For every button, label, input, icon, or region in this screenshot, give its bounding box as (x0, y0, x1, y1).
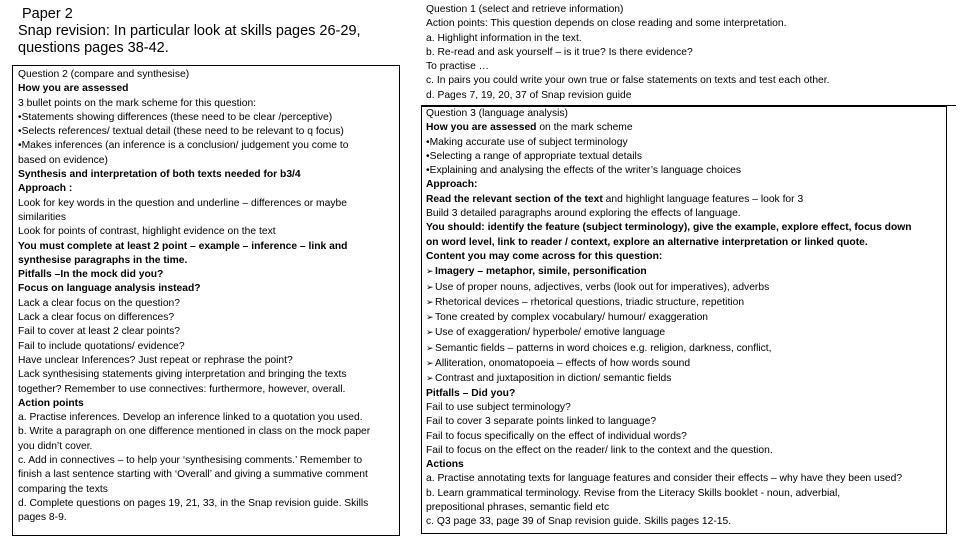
q3-line (426, 501, 912, 515)
line-text: prepositional phrases, semantic field etc (426, 502, 610, 514)
q2-line (18, 468, 370, 482)
q2-line (18, 254, 370, 268)
line-text: Synthesis and interpretation of both texts needed for b3/4 (18, 169, 301, 181)
question-2-text (18, 68, 370, 526)
line-text: Look for points of contrast, highlight evidence on the text (18, 226, 276, 238)
title-line-2: Snap revision: In particular look at skills pages 26-29, (18, 23, 361, 39)
line-text: Fail to include quotations/ evidence? (18, 340, 185, 352)
question-3-text (426, 107, 912, 530)
line-text: Pitfalls – Did you? (426, 387, 516, 399)
q3-line (426, 295, 912, 310)
q3-line (426, 150, 912, 164)
line-text: Question 1 (select and retrieve information) (426, 4, 624, 15)
q2-line (18, 497, 370, 511)
arrow-bullet-icon: ➢ (426, 296, 434, 307)
q2-line (18, 154, 370, 168)
line-text: Question 2 (compare and synthesise) (18, 69, 190, 80)
q3-line (426, 121, 912, 135)
q3-line (426, 387, 912, 401)
q2-line (18, 368, 370, 382)
line-text: a. Highlight information in the text. (426, 32, 582, 44)
arrow-bullet-icon: ➢ (426, 373, 434, 384)
line-text: Use of proper nouns, adjectives, verbs (look out for imperatives), adverbs (435, 281, 770, 293)
q2-line (18, 411, 370, 425)
line-text: a. Practise inferences. Develop an inference linked to a quotation you used. (18, 412, 363, 424)
q3-line (426, 178, 912, 192)
line-text: c. In pairs you could write your own true or false statements on texts and test each other. (426, 75, 830, 87)
q2-line (18, 240, 370, 254)
q2-line (18, 182, 370, 196)
line-text: Use of exaggeration/ hyperbole/ emotive language (435, 327, 666, 339)
q1-line (426, 17, 830, 31)
q3-line (426, 341, 912, 356)
q3-line (426, 487, 912, 501)
page-title (18, 6, 398, 57)
line-text: Action points (18, 397, 84, 409)
q2-line (18, 297, 370, 311)
q2-line (18, 454, 370, 468)
line-text: You should: identify the feature (subject terminology), give the example, explore effect, focus down (426, 222, 912, 234)
line-text: c. Q3 page 33, page 39 of Snap revision guide. Skills pages 12-15. (426, 516, 732, 528)
line-text: you didn’t cover. (18, 440, 93, 452)
line-text: c. Add in connectives – to help your ‘synthesising comments.’ Remember to (18, 455, 363, 467)
line-text: Fail to use subject terminology? (426, 401, 571, 413)
line-text: 3 bullet points on the mark scheme for this question: (18, 97, 257, 109)
q2-line (18, 82, 370, 96)
arrow-bullet-icon: ➢ (426, 281, 434, 292)
q2-line (18, 97, 370, 111)
line-text: •Makes inferences (an inference is a conclusion/ judgement you come to (18, 140, 349, 152)
q2-line (18, 168, 370, 182)
arrow-bullet-icon: ➢ (426, 266, 434, 277)
line-text: Semantic fields – patterns in word choices e.g. religion, darkness, conflict, (435, 342, 772, 354)
line-text: Question 3 (language analysis) (426, 108, 568, 119)
q3-line (426, 250, 912, 264)
q1-line (426, 32, 830, 46)
line-text: Alliteration, onomatopoeia – effects of how words sound (435, 358, 691, 370)
q2-line (18, 425, 370, 439)
line-text: on word level, link to reader / context, explore an alternative interpretation or linked quote. (426, 236, 868, 248)
line-text: Fail to focus on the effect on the reader/ link to the context and the question. (426, 444, 773, 456)
q3-line (426, 325, 912, 340)
line-text: b. Re-read and ask yourself – is it true? Is there evidence? (426, 46, 693, 58)
arrow-bullet-icon: ➢ (426, 312, 434, 323)
q3-line (426, 207, 912, 221)
q3-line (426, 164, 912, 178)
q2-line (18, 139, 370, 153)
line-text: based on evidence) (18, 154, 108, 166)
line-text: Approach : (18, 183, 73, 195)
line-text: You must complete at least 2 point – example – inference – link and (18, 240, 348, 252)
line-text: How you are assessed on the mark scheme (426, 122, 633, 134)
line-text: d. Pages 7, 19, 20, 37 of Snap revision guide (426, 89, 632, 101)
line-text: Lack a clear focus on differences? (18, 312, 175, 324)
q3-line (426, 430, 912, 444)
q3-line (426, 236, 912, 250)
q2-line (18, 354, 370, 368)
q2-line (18, 483, 370, 497)
line-text: Action points: This question depends on close reading and some interpretation. (426, 18, 787, 30)
line-text: Tone created by complex vocabulary/ humour/ exaggeration (435, 312, 709, 324)
q2-line (18, 282, 370, 296)
line-text: •Statements showing differences (these need to be clear /perceptive) (18, 111, 333, 123)
line-text: b. Learn grammatical terminology. Revise from the Literacy Skills booklet - noun, adverbial, (426, 487, 841, 499)
line-text: Have unclear Inferences? Just repeat or rephrase the point? (18, 354, 293, 366)
q2-line (18, 197, 370, 211)
line-text: Fail to cover 3 separate points linked to language? (426, 416, 657, 428)
q1-line (426, 74, 830, 88)
line-text: To practise … (426, 61, 489, 73)
arrow-bullet-icon: ➢ (426, 358, 434, 369)
line-text: b. Write a paragraph on one difference mentioned in class on the mock paper (18, 426, 371, 438)
q2-line (18, 340, 370, 354)
line-text: pages 8-9. (18, 512, 67, 524)
q2-line (18, 268, 370, 282)
line-text: Focus on language analysis instead? (18, 283, 201, 295)
q2-line (18, 225, 370, 239)
q2-line (18, 111, 370, 125)
q2-line (18, 397, 370, 411)
title-line-1: Paper 2 (22, 6, 73, 22)
line-text: Imagery – metaphor, simile, personification (435, 266, 647, 278)
line-text: Pitfalls –In the mock did you? (18, 269, 164, 281)
line-text: Read the relevant section of the text and highlight language features – look for 3 (426, 193, 804, 205)
q2-line (18, 311, 370, 325)
q3-line (426, 401, 912, 415)
line-text: How you are assessed (18, 83, 129, 95)
question-3-box (421, 106, 947, 534)
line-text: Build 3 detailed paragraphs around exploring the effects of language. (426, 208, 741, 220)
q3-line (426, 193, 912, 207)
question-2-box (12, 65, 400, 536)
q2-line (18, 125, 370, 139)
q3-line (426, 371, 912, 386)
arrow-bullet-icon: ➢ (426, 342, 434, 353)
line-text: a. Practise annotating texts for language features and consider their effects – why have they been used? (426, 473, 903, 485)
line-text: together? Remember to use connectives: furthermore, however, overall. (18, 383, 346, 395)
title-line-3: questions pages 38-42. (18, 40, 169, 56)
question-1-text (426, 3, 830, 103)
line-text: Actions (426, 459, 464, 471)
line-text: •Selecting a range of appropriate textual details (426, 150, 642, 162)
q3-line (426, 264, 912, 279)
q1-line (426, 89, 830, 103)
line-text: Rhetorical devices – rhetorical questions, triadic structure, repetition (435, 296, 745, 308)
q3-line (426, 356, 912, 371)
q3-line (426, 472, 912, 486)
q3-line (426, 280, 912, 295)
line-text: synthesise paragraphs in the time. (18, 254, 188, 266)
line-text: Lack synthesising statements giving interpretation and bringing the texts (18, 369, 347, 381)
q1-line (426, 3, 830, 17)
line-text: finish a last sentence starting with ‘Overall’ and giving a summative comment (18, 469, 368, 481)
q1-line (426, 60, 830, 74)
q2-line (18, 211, 370, 225)
q3-line (426, 415, 912, 429)
line-text: •Explaining and analysing the effects of the writer’s language choices (426, 165, 742, 177)
line-text: Approach: (426, 179, 478, 191)
q3-line (426, 136, 912, 150)
line-text: comparing the texts (18, 483, 108, 495)
line-text: d. Complete questions on pages 19, 21, 33, in the Snap revision guide. Skills (18, 497, 369, 509)
line-text: Content you may come across for this question: (426, 250, 663, 262)
q2-line (18, 383, 370, 397)
line-text: •Selects references/ textual detail (these need to be relevant to q focus) (18, 126, 344, 138)
q2-line (18, 440, 370, 454)
arrow-bullet-icon: ➢ (426, 327, 434, 338)
q3-line (426, 107, 912, 121)
line-text: Fail to focus specifically on the effect of individual words? (426, 430, 687, 442)
q3-line (426, 458, 912, 472)
q3-line (426, 515, 912, 529)
line-text: Fail to cover at least 2 clear points? (18, 326, 180, 338)
q1-line (426, 46, 830, 60)
q2-line (18, 325, 370, 339)
line-text: •Making accurate use of subject terminology (426, 136, 628, 148)
q2-line (18, 68, 370, 82)
q3-line (426, 221, 912, 235)
q2-line (18, 511, 370, 525)
line-text: Look for key words in the question and underline – differences or maybe (18, 197, 347, 209)
q3-line (426, 444, 912, 458)
line-text: similarities (18, 211, 67, 223)
line-text: Contrast and juxtaposition in diction/ semantic fields (435, 373, 672, 385)
q3-line (426, 310, 912, 325)
line-text: Lack a clear focus on the question? (18, 297, 180, 309)
